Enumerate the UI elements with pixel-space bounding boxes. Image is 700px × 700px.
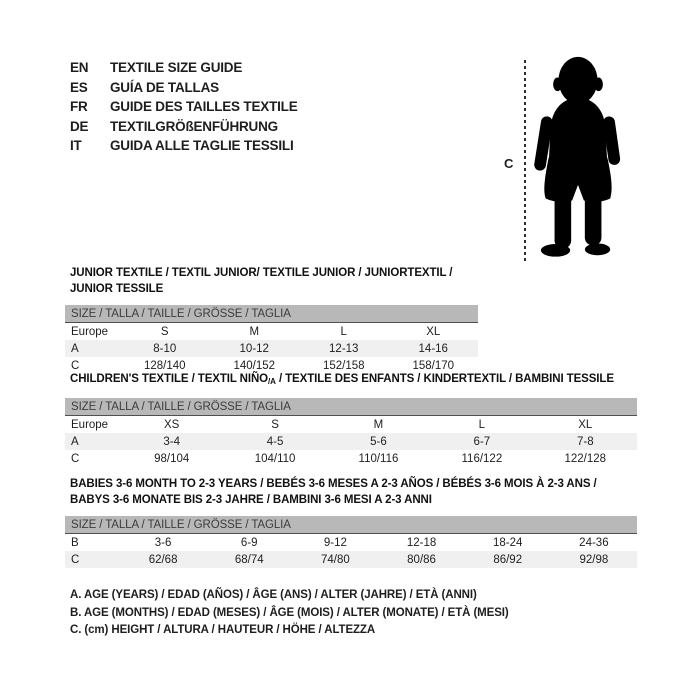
note-age-months: B. AGE (MONTHS) / EDAD (MESES) / ÂGE (MOIS) / ALTER (MONATE) / ETÀ (MESI) xyxy=(70,606,509,619)
note-height-cm: C. (cm) HEIGHT / ALTURA / HAUTEUR / HÖHE / ALTEZZA xyxy=(70,624,376,636)
size-cell: 3-6 xyxy=(154,536,172,549)
section-title xyxy=(65,265,478,297)
height-measure-line xyxy=(524,60,526,262)
size-cell: 6-7 xyxy=(473,435,491,448)
size-cell: XL xyxy=(426,325,441,338)
size-cell: L xyxy=(340,325,347,338)
size-cell: 110/116 xyxy=(358,452,399,465)
size-cell: 86/92 xyxy=(493,553,523,566)
babies-textile-section xyxy=(65,476,637,568)
toddler-silhouette-icon xyxy=(528,54,628,264)
table-row xyxy=(65,433,637,450)
guide-title: GUIDE DES TAILLES TEXTILE xyxy=(110,99,298,115)
list-item xyxy=(70,117,298,137)
height-measure-label: C xyxy=(504,156,514,171)
row-label: Europe xyxy=(71,418,109,431)
section-title-part: JUNIOR TEXTILE / TEXTIL JUNIOR/ TEXTILE JUNIOR / JUNIORTEXTIL / JUNIOR TESSILE xyxy=(70,267,453,295)
size-cell: 92/98 xyxy=(579,553,609,566)
junior-textile-section xyxy=(65,265,478,374)
size-cell: 10-12 xyxy=(239,342,269,355)
table-row xyxy=(65,340,478,357)
size-cell: M xyxy=(249,325,260,338)
size-cell: 12-18 xyxy=(406,536,437,549)
size-cell: 128/140 xyxy=(143,359,186,372)
row-label: A xyxy=(71,435,79,448)
size-header-bar: SIZE / TALLA / TAILLE / GRÖSSE / TAGLIA xyxy=(65,305,478,323)
language-code: FR xyxy=(70,99,88,115)
size-cell: 5-6 xyxy=(370,435,387,448)
size-table xyxy=(65,416,637,467)
list-item xyxy=(70,78,298,98)
size-table xyxy=(65,534,637,568)
note-age-years: A. AGE (YEARS) / EDAD (AÑOS) / ÂGE (ANS) / ALTER (JAHRE) / ETÀ (ANNI) xyxy=(70,589,477,601)
table-row xyxy=(65,534,637,551)
size-header-bar: SIZE / TALLA / TAILLE / GRÖSSE / TAGLIA xyxy=(65,516,637,534)
children-textile-section xyxy=(65,371,637,467)
size-cell: 122/128 xyxy=(564,452,607,465)
size-cell: XL xyxy=(578,418,593,431)
table-row xyxy=(65,416,637,433)
table-row xyxy=(65,323,478,340)
row-label: C xyxy=(71,452,80,465)
size-cell: 18-24 xyxy=(492,536,523,549)
list-item xyxy=(70,97,298,117)
row-label: C xyxy=(71,359,80,372)
size-cell: 98/104 xyxy=(154,452,190,465)
row-label: Europe xyxy=(71,325,109,338)
section-title xyxy=(65,476,637,508)
section-title-part: / TEXTILE DES ENFANTS / KINDERTEXTIL / BAMBINI TESSILE xyxy=(275,373,614,385)
section-title-part: BABYS 3-6 MONATE BIS 2-3 JAHRE / BAMBINI 3-6 MESI A 2-3 ANNI xyxy=(70,494,432,506)
size-cell: 152/158 xyxy=(322,359,365,372)
size-cell: 24-36 xyxy=(579,536,609,549)
size-cell: M xyxy=(373,418,384,431)
section-title-part: /A xyxy=(268,377,276,386)
size-cell: 3-4 xyxy=(163,435,180,448)
row-label: A xyxy=(71,342,79,355)
size-cell: 14-16 xyxy=(418,342,448,355)
row-label: B xyxy=(71,536,79,549)
language-legend xyxy=(70,58,298,156)
size-cell: 68/74 xyxy=(234,553,264,566)
size-cell: 74/80 xyxy=(321,553,350,566)
section-title-part: BABIES 3-6 MONTH TO 2-3 YEARS / BEBÉS 3-6 MESES A 2-3 AÑOS / BÉBÉS 3-6 MOIS À 2-3 ANS / xyxy=(70,478,597,490)
size-cell: 4-5 xyxy=(266,435,284,448)
size-cell: S xyxy=(271,418,279,431)
language-code: ES xyxy=(70,79,88,95)
guide-title: TEXTILE SIZE GUIDE xyxy=(110,60,243,76)
language-code: IT xyxy=(70,138,82,154)
size-cell: 116/122 xyxy=(461,452,503,465)
size-cell: 62/68 xyxy=(148,553,178,566)
size-cell: XS xyxy=(164,418,180,431)
size-cell: 8-10 xyxy=(153,342,177,355)
size-cell: 12-13 xyxy=(329,342,359,355)
section-title xyxy=(65,371,637,390)
size-cell: 80/86 xyxy=(407,553,436,566)
size-table xyxy=(65,323,478,374)
size-cell: L xyxy=(478,418,486,431)
guide-title: TEXTILGRÖßENFÜHRUNG xyxy=(110,118,278,134)
language-code: DE xyxy=(70,118,89,134)
legend-notes xyxy=(70,587,509,640)
size-cell: 140/152 xyxy=(233,359,276,372)
size-header-bar: SIZE / TALLA / TAILLE / GRÖSSE / TAGLIA xyxy=(65,398,637,416)
size-cell: 7-8 xyxy=(576,435,594,448)
table-row xyxy=(65,551,637,568)
row-label: C xyxy=(71,553,80,566)
language-code: EN xyxy=(70,60,89,76)
list-item xyxy=(70,136,298,156)
size-cell: 104/110 xyxy=(254,452,296,465)
size-cell: 9-12 xyxy=(323,536,347,549)
size-cell: 158/170 xyxy=(412,359,455,372)
section-title-part: CHILDREN'S TEXTILE / TEXTIL NIÑO xyxy=(70,373,269,385)
size-cell: 6-9 xyxy=(240,536,258,549)
size-cell: S xyxy=(160,325,169,338)
guide-title: GUÍA DE TALLAS xyxy=(110,79,219,95)
list-item xyxy=(70,58,298,78)
guide-title: GUIDA ALLE TAGLIE TESSILI xyxy=(110,138,294,154)
table-row xyxy=(65,450,637,467)
